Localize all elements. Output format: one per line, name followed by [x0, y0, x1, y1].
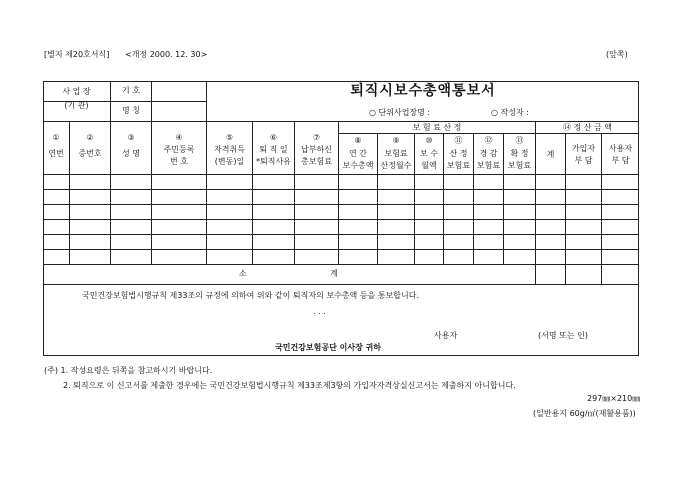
addressee: 국민건강보험공단 이사장 귀하 — [275, 343, 382, 352]
col-months-label: 보험료 — [384, 149, 408, 158]
col-retire-num: ⑥ — [269, 133, 278, 142]
col-member-label: 가입자 — [571, 144, 596, 153]
col-resident-label: 주민등록 — [163, 145, 195, 154]
paper-size: 297㎜×210㎜ — [587, 394, 641, 403]
col-card-num: ② — [86, 133, 94, 142]
writer-label: ○ 작성자 : — [491, 108, 529, 117]
col-calc-label: 산 정 — [449, 149, 468, 158]
settlement-header: ⑭ 정 산 금 액 — [562, 123, 613, 132]
col-name-label: 성 명 — [122, 149, 140, 158]
col-calc-num: ⑪ — [454, 136, 463, 145]
col-acquire-num: ⑤ — [225, 133, 234, 142]
date-dots: . . . — [313, 307, 326, 316]
notice-text: 국민건강보험법시행규칙 제33조의 규정에 의하여 위와 같이 퇴직자의 보수총액 등을 통보합니다. — [82, 291, 419, 300]
col-resident-num: ④ — [175, 133, 183, 142]
col-final-label: 확 정 — [510, 149, 529, 158]
page-side: (앞쪽) — [606, 50, 628, 59]
col-resident-label2: 번 호 — [170, 157, 188, 166]
col-final-label2: 보험료 — [507, 161, 532, 170]
col-monthly-num: ⑩ — [425, 136, 433, 145]
footnote-2: 2. 퇴직으로 이 신고서를 제출한 경우에는 국민건강보험법시행규칙 제33조제3항의 가입자자격상실신고서는 제출하지 아니합니다. — [63, 381, 516, 390]
col-acquire-label: 자격취득 — [214, 145, 245, 154]
employer-label: 사 업 장 — [62, 87, 91, 96]
unit-workplace-label: ○ 단위사업장명 : — [369, 108, 431, 117]
col-annual-label: 연 간 — [349, 149, 367, 158]
col-annual-num: ⑧ — [354, 136, 362, 145]
col-seq-label: 연번 — [48, 149, 64, 158]
col-annual-label2: 보수총액 — [342, 161, 374, 170]
col-employer-label: 사용자 — [608, 144, 633, 153]
employer-sub-label: (기 관) — [64, 101, 89, 110]
col-employer-label2: 부 담 — [611, 156, 630, 165]
col-paid-num: ⑦ — [312, 133, 321, 142]
col-retire-label2: *퇴직사유 — [256, 157, 291, 166]
col-reduce-label2: 보험료 — [476, 161, 501, 170]
col-member-label2: 부 담 — [574, 156, 593, 165]
symbol-label: 기 호 — [122, 86, 140, 95]
form-number: [별지 제20호서식] — [44, 50, 110, 59]
col-months-num: ⑨ — [392, 136, 400, 145]
col-final-num: ⑬ — [515, 136, 524, 145]
col-name-num: ③ — [127, 133, 135, 142]
col-paid-label: 납부하신 — [301, 145, 332, 154]
sign-note: (서명 또는 인) — [538, 331, 588, 340]
subtotal-right: 계 — [330, 269, 338, 278]
col-seq-num: ① — [52, 133, 60, 142]
name-label: 명 칭 — [122, 106, 140, 115]
col-months-label2: 산정월수 — [380, 161, 412, 170]
insurance-calc-header: 보 험 료 산 정 — [412, 123, 462, 132]
subtotal-left: 소 — [239, 269, 247, 278]
col-reduce-num: ⑫ — [484, 136, 493, 145]
col-monthly-label: 보 수 — [420, 149, 438, 158]
col-card-label: 증번호 — [78, 149, 102, 158]
form-title: 퇴직시보수총액통보서 — [350, 83, 496, 99]
col-total-label: 계 — [546, 150, 555, 159]
col-reduce-label: 경 감 — [479, 149, 498, 158]
col-retire-label: 퇴 직 일 — [259, 145, 288, 154]
col-monthly-label2: 월액 — [421, 161, 437, 170]
revision-note: <개정 2000. 12. 30> — [125, 50, 208, 59]
col-paid-label2: 총보험료 — [301, 157, 332, 166]
employer-sign-label: 사용자 — [434, 331, 458, 340]
col-acquire-label2: (변동)일 — [214, 157, 245, 166]
report-form — [43, 81, 639, 356]
paper-type: (일반용지 60g/㎡(재활용품)) — [533, 409, 636, 418]
col-calc-label2: 보험료 — [446, 161, 471, 170]
footnote-1: (주) 1. 작성요령은 뒤쪽을 참고하시기 바랍니다. — [44, 366, 213, 375]
